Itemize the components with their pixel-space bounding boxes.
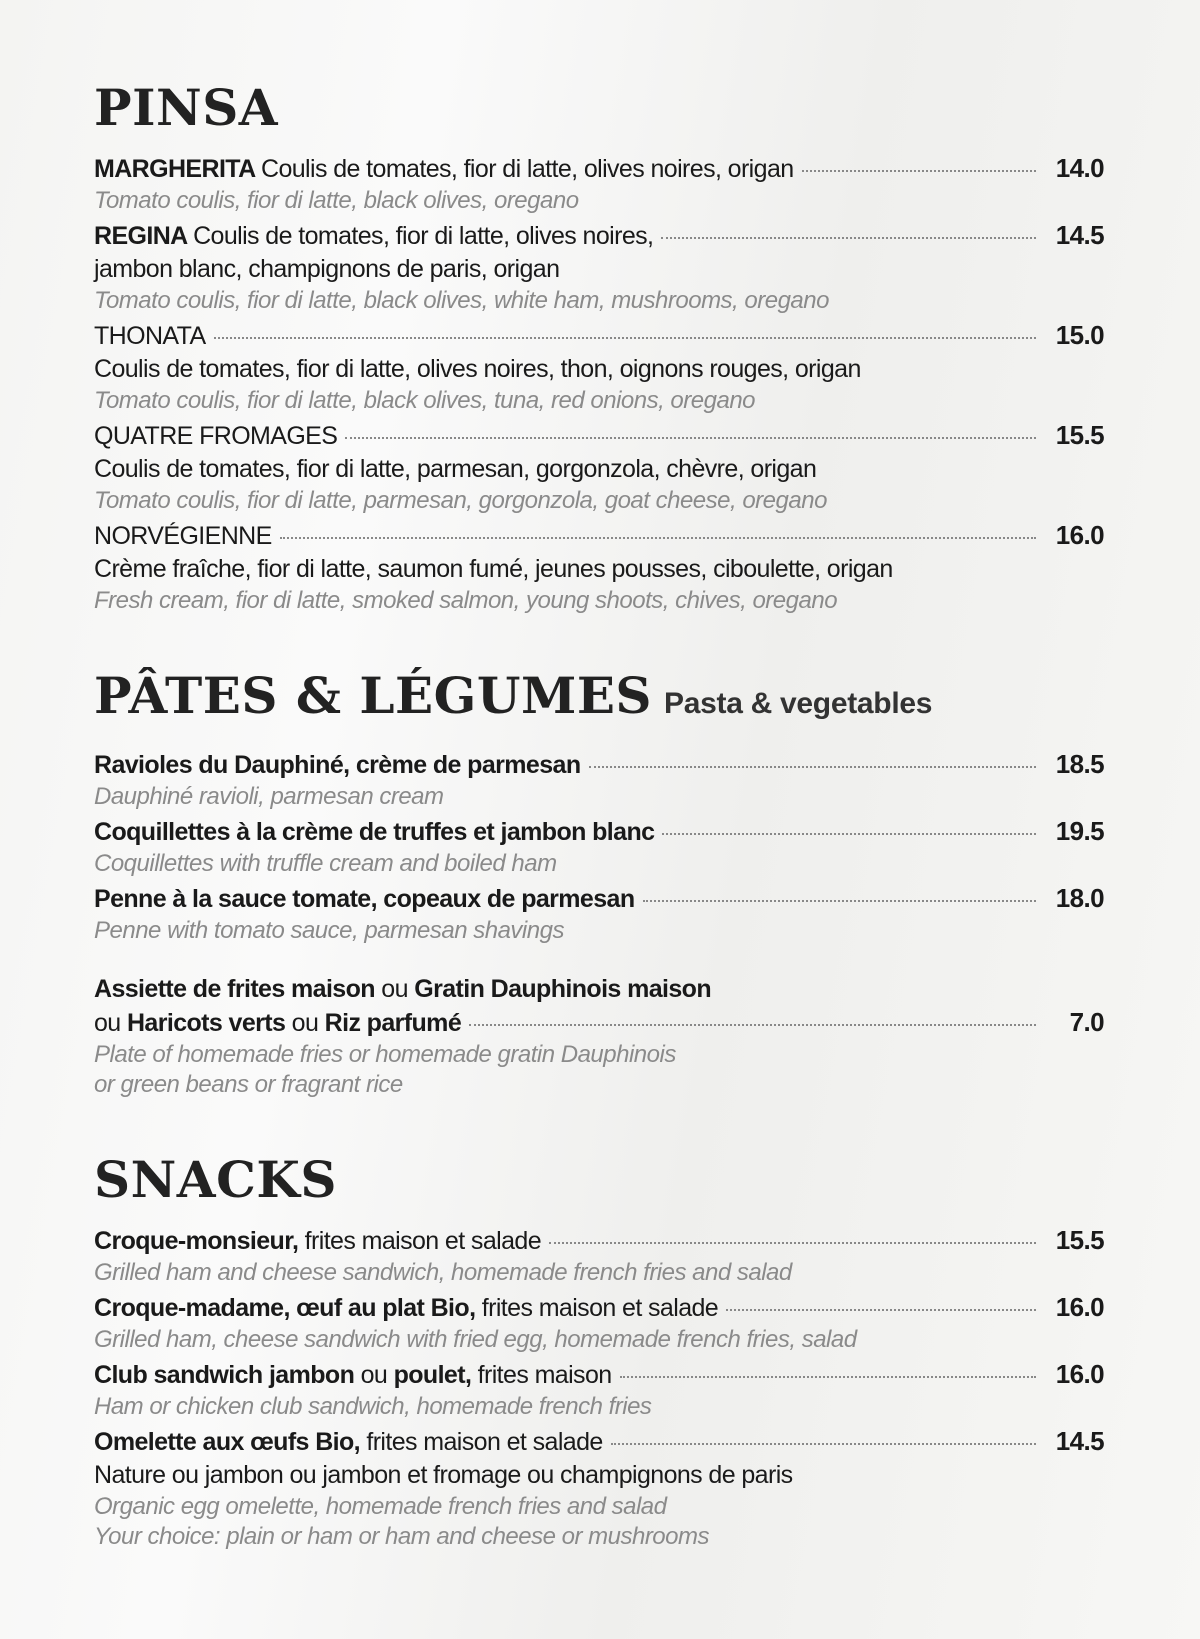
- item-price: 16.0: [1055, 1359, 1104, 1389]
- menu-item: [94, 1291, 1104, 1355]
- item-line: [94, 973, 1104, 1006]
- dotted-leader: [469, 1024, 1036, 1026]
- section-title-text: PÂTES & LÉGUMES: [94, 666, 653, 725]
- item-translation: Tomato coulis, fior di latte, black olives, oregano: [94, 187, 579, 214]
- item-line: [94, 1459, 1104, 1492]
- item-translation: Grilled ham and cheese sandwich, homemade french fries and salad: [94, 1259, 792, 1286]
- item-price: 14.5: [1055, 220, 1104, 250]
- item-text-segment: Coquillettes à la crème de truffes et jambon blanc: [94, 818, 655, 846]
- item-line: [94, 353, 1104, 386]
- dotted-leader: [662, 833, 1036, 835]
- item-text-segment: frites maison et salade: [304, 1227, 541, 1255]
- menu-item: [94, 1224, 1104, 1288]
- item-text-segment: Crème fraîche, fior di latte, saumon fumé, jeunes pousses, ciboulette, origan: [94, 555, 893, 583]
- item-name: [94, 1426, 603, 1459]
- item-price: 15.5: [1055, 420, 1104, 450]
- item-line: [94, 419, 1104, 453]
- item-price: 18.0: [1055, 883, 1104, 913]
- item-line: [94, 519, 1104, 553]
- item-price: 7.0: [1069, 1007, 1104, 1037]
- item-price: 15.0: [1055, 320, 1104, 350]
- item-text-segment: Assiette de frites maison: [94, 975, 382, 1003]
- item-text-segment: Penne à la sauce tomate, copeaux de parmesan: [94, 885, 635, 913]
- item-text-segment: Coulis de tomates, fior di latte, parmesan, gorgonzola, chèvre, origan: [94, 455, 817, 483]
- item-text-segment: Coulis de tomates, fior di latte, olives noires, thon, oignons rouges, origan: [94, 355, 861, 383]
- item-text-segment: frites maison: [477, 1361, 612, 1389]
- menu-item: [94, 882, 1104, 946]
- dotted-leader: [549, 1242, 1036, 1244]
- item-text-segment: jambon blanc, champignons de paris, origan: [94, 255, 560, 283]
- item-text-segment: THONATA: [94, 322, 206, 350]
- item-line: [94, 253, 1104, 286]
- item-name: [94, 749, 581, 782]
- item-name: [94, 253, 559, 286]
- section-subtitle: Pasta & vegetables: [664, 687, 933, 720]
- item-price: 19.5: [1055, 816, 1104, 846]
- item-translation: Ham or chicken club sandwich, homemade french fries: [94, 1393, 652, 1420]
- item-text-segment: MARGHERITA: [94, 155, 261, 183]
- menu-section: [94, 1150, 1104, 1552]
- menu-item: [94, 152, 1104, 216]
- item-text-segment: poulet,: [393, 1361, 478, 1389]
- item-name: [94, 553, 893, 586]
- item-text-segment: ou: [381, 975, 415, 1003]
- item-name: [94, 420, 337, 453]
- item-name: [94, 220, 653, 253]
- item-text-segment: Omelette aux œufs Bio,: [94, 1428, 367, 1456]
- item-text-segment: Coulis de tomates, fior di latte, olives noires,: [193, 222, 654, 250]
- item-line: [94, 1224, 1104, 1258]
- item-text-segment: Croque-madame, œuf au plat Bio,: [94, 1294, 482, 1322]
- item-name: [94, 1359, 612, 1392]
- item-name: [94, 1459, 793, 1492]
- item-line: [94, 453, 1104, 486]
- dotted-leader: [280, 537, 1036, 539]
- item-text-segment: ou: [291, 1009, 325, 1037]
- item-translation: Grilled ham, cheese sandwich with fried egg, homemade french fries, salad: [94, 1326, 857, 1353]
- item-name: [94, 353, 861, 386]
- item-line: [94, 882, 1104, 916]
- item-name: [94, 1225, 541, 1258]
- menu-item: [94, 748, 1104, 812]
- menu-item: [94, 219, 1104, 316]
- dotted-leader: [802, 170, 1036, 172]
- item-line: [94, 1006, 1104, 1040]
- item-name: [94, 320, 206, 353]
- item-line: [94, 1291, 1104, 1325]
- item-text-segment: Club sandwich jambon: [94, 1361, 361, 1389]
- menu-item: [94, 1358, 1104, 1422]
- item-translation: Plate of homemade fries or homemade gratin Dauphinois: [94, 1041, 676, 1068]
- item-price: 16.0: [1055, 1292, 1104, 1322]
- item-text-segment: frites maison et salade: [481, 1294, 719, 1322]
- item-line: [94, 1358, 1104, 1392]
- item-line: [94, 319, 1104, 353]
- item-translation: or green beans or fragrant rice: [94, 1071, 403, 1098]
- item-line: [94, 152, 1104, 186]
- item-translation: Tomato coulis, fior di latte, parmesan, gorgonzola, goat cheese, oregano: [94, 487, 827, 514]
- menu-item: [94, 519, 1104, 616]
- item-text-segment: frites maison et salade: [366, 1428, 603, 1456]
- item-price: 14.5: [1055, 1426, 1104, 1456]
- dotted-leader: [589, 766, 1036, 768]
- item-name: [94, 153, 794, 186]
- item-line: [94, 748, 1104, 782]
- dotted-leader: [214, 337, 1036, 339]
- menu-item: [94, 973, 1104, 1100]
- menu-item: [94, 815, 1104, 879]
- item-text-segment: Coulis de tomates, fior di latte, olives noires, origan: [261, 155, 794, 183]
- section-title: [94, 1150, 1104, 1210]
- item-line: [94, 553, 1104, 586]
- menu-item: [94, 419, 1104, 516]
- dotted-leader: [620, 1376, 1036, 1378]
- menu-page: [94, 78, 1104, 1602]
- item-translation: Dauphiné ravioli, parmesan cream: [94, 783, 444, 810]
- item-line: [94, 815, 1104, 849]
- item-text-segment: REGINA: [94, 222, 194, 250]
- item-text-segment: ou: [94, 1009, 127, 1037]
- item-text-segment: ou: [360, 1361, 394, 1389]
- menu-section: [94, 78, 1104, 616]
- dotted-leader: [345, 437, 1036, 439]
- item-price: 16.0: [1055, 520, 1104, 550]
- item-text-segment: NORVÉGIENNE: [94, 522, 272, 550]
- item-text-segment: Nature ou jambon ou jambon et fromage ou champignons de paris: [94, 1461, 793, 1489]
- item-name: [94, 973, 711, 1006]
- item-name: [94, 883, 635, 916]
- item-name: [94, 453, 816, 486]
- dotted-leader: [643, 900, 1036, 902]
- item-translation: Fresh cream, fior di latte, smoked salmon, young shoots, chives, oregano: [94, 587, 838, 614]
- item-price: 15.5: [1055, 1225, 1104, 1255]
- item-price: 14.0: [1055, 153, 1104, 183]
- item-name: [94, 1292, 718, 1325]
- item-translation: Your choice: plain or ham or ham and cheese or mushrooms: [94, 1523, 709, 1550]
- item-text-segment: Croque-monsieur,: [94, 1227, 305, 1255]
- section-title-text: SNACKS: [94, 1150, 337, 1209]
- item-translation: Organic egg omelette, homemade french fries and salad: [94, 1493, 667, 1520]
- dotted-leader: [661, 237, 1036, 239]
- item-text-segment: Haricots verts: [126, 1009, 292, 1037]
- section-title: [94, 666, 1104, 734]
- item-price: 18.5: [1055, 749, 1104, 779]
- dotted-leader: [726, 1309, 1036, 1311]
- item-name: [94, 520, 272, 553]
- menu-item: [94, 319, 1104, 416]
- spacer: [94, 949, 1104, 973]
- section-title: [94, 78, 1104, 138]
- item-line: [94, 1425, 1104, 1459]
- menu-section: [94, 666, 1104, 1100]
- item-translation: Penne with tomato sauce, parmesan shavings: [94, 917, 564, 944]
- item-text-segment: QUATRE FROMAGES: [94, 422, 338, 450]
- menu-item: [94, 1425, 1104, 1552]
- item-name: [94, 1007, 461, 1040]
- item-translation: Tomato coulis, fior di latte, black olives, white ham, mushrooms, oregano: [94, 287, 829, 314]
- item-text-segment: Riz parfumé: [324, 1009, 462, 1037]
- item-name: [94, 816, 654, 849]
- section-title-text: PINSA: [94, 78, 279, 137]
- item-translation: Tomato coulis, fior di latte, black olives, tuna, red onions, oregano: [94, 387, 756, 414]
- item-translation: Coquillettes with truffle cream and boiled ham: [94, 850, 557, 877]
- dotted-leader: [611, 1443, 1036, 1445]
- item-line: [94, 219, 1104, 253]
- item-text-segment: Gratin Dauphinois maison: [414, 975, 711, 1003]
- item-text-segment: Ravioles du Dauphiné, crème de parmesan: [94, 751, 581, 779]
